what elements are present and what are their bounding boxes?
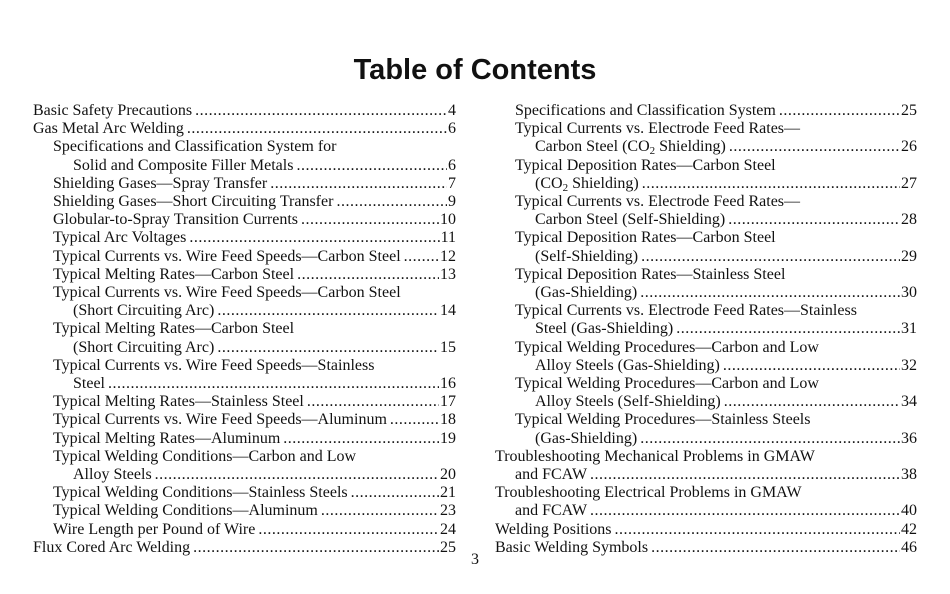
toc-entry-title: Specifications and Classification System xyxy=(515,102,776,119)
dot-leader xyxy=(270,175,447,193)
toc-page-number: 6 xyxy=(448,156,456,174)
toc-page-number: 15 xyxy=(440,338,456,356)
toc-entry-title: Alloy Steels (Gas-Shielding) xyxy=(535,356,720,374)
toc-entry[interactable] xyxy=(33,320,456,338)
toc-entry-title: Solid and Composite Filler Metals xyxy=(73,156,294,174)
toc-entry[interactable] xyxy=(33,502,456,520)
dot-leader xyxy=(642,175,900,193)
toc-entry[interactable] xyxy=(33,357,456,375)
toc-entry[interactable] xyxy=(33,102,456,120)
toc-entry-title: Typical Melting Rates—Carbon Steel xyxy=(53,320,295,338)
dot-leader xyxy=(640,430,900,448)
dot-leader xyxy=(195,102,447,120)
toc-page-number: 42 xyxy=(901,520,917,538)
toc-entry-title: Typical Welding Procedures—Carbon and Low xyxy=(515,375,819,393)
toc-entry-title: Alloy Steels xyxy=(73,466,152,484)
toc-page-number: 23 xyxy=(440,502,456,520)
toc-entry-title: Alloy Steels (Self-Shielding) xyxy=(535,393,721,411)
toc-entry[interactable] xyxy=(33,120,456,138)
toc-page-number: 40 xyxy=(901,502,917,520)
dot-leader xyxy=(155,466,439,484)
toc-page-number: 11 xyxy=(440,229,456,247)
toc-page-number: 6 xyxy=(448,120,456,138)
toc-entry[interactable] xyxy=(495,430,917,448)
dot-leader xyxy=(615,521,901,539)
toc-entry-title: Troubleshooting Mechanical Problems in GMAW xyxy=(495,447,815,465)
toc-entry-title: Typical Welding Procedures—Carbon and Low xyxy=(515,338,819,356)
dot-leader xyxy=(258,521,439,539)
toc-entry-title xyxy=(535,138,726,156)
dot-leader xyxy=(723,357,900,375)
toc-entry-title: (Short Circuiting Arc) xyxy=(73,338,215,356)
toc-entry[interactable] xyxy=(33,411,456,429)
dot-leader xyxy=(590,466,900,484)
dot-leader xyxy=(307,393,439,411)
toc-entry-title: Steel xyxy=(73,375,105,393)
toc-entry-title: (Short Circuiting Arc) xyxy=(73,302,215,320)
toc-entry-title: Typical Currents vs. Wire Feed Speeds—Carbon Steel xyxy=(53,247,401,265)
toc-entry[interactable] xyxy=(33,448,456,466)
toc-entry-title: Typical Welding Procedures—Stainless Steels xyxy=(515,411,811,429)
toc-entry-title: and FCAW xyxy=(515,502,588,520)
toc-entry-title: Typical Welding Conditions—Carbon and Low xyxy=(53,447,357,465)
toc-entry-title: Basic Welding Symbols xyxy=(495,538,649,556)
toc-page-number: 25 xyxy=(901,102,917,119)
toc-left-column xyxy=(33,102,456,557)
toc-entry-title: Typical Currents vs. Wire Feed Speeds—Stainless xyxy=(53,356,375,374)
toc-entry[interactable] xyxy=(495,448,917,466)
toc-entry[interactable] xyxy=(33,521,456,539)
toc-page-number: 46 xyxy=(901,538,917,556)
dot-leader xyxy=(728,211,900,229)
toc-entry[interactable] xyxy=(33,157,456,175)
dot-leader xyxy=(779,102,900,120)
toc-page-number: 17 xyxy=(440,393,456,411)
dot-leader xyxy=(187,120,447,138)
toc-entry-title: Typical Welding Conditions—Stainless Steels xyxy=(53,484,348,502)
dot-leader xyxy=(296,157,447,175)
dot-leader xyxy=(108,375,439,393)
toc-entry-title: (Gas-Shielding) xyxy=(535,429,638,447)
toc-entry-title: Typical Currents vs. Electrode Feed Rates— xyxy=(515,120,801,138)
page-number: 3 xyxy=(471,551,479,568)
toc-page-number: 24 xyxy=(440,520,456,538)
toc-entry[interactable] xyxy=(33,266,456,284)
toc-page-number: 38 xyxy=(901,466,917,484)
dot-leader xyxy=(640,284,900,302)
toc-entry[interactable] xyxy=(495,284,917,302)
toc-page-number: 14 xyxy=(440,302,456,320)
dot-leader xyxy=(729,138,900,156)
toc-entry-title: Steel (Gas-Shielding) xyxy=(535,320,674,338)
toc-entry-title: Typical Arc Voltages xyxy=(53,229,187,247)
toc-entry[interactable] xyxy=(33,175,456,193)
toc-entry-title: Typical Melting Rates—Stainless Steel xyxy=(53,393,304,411)
toc-entry[interactable] xyxy=(495,138,917,156)
toc-entry[interactable] xyxy=(495,193,917,211)
toc-entry[interactable] xyxy=(495,175,917,193)
dot-leader xyxy=(390,411,439,429)
toc-entry[interactable] xyxy=(33,193,456,211)
toc-entry-title xyxy=(535,175,639,193)
toc-entry[interactable] xyxy=(495,102,917,120)
toc-entry[interactable] xyxy=(33,248,456,266)
toc-entry[interactable] xyxy=(495,502,917,520)
toc-entry[interactable] xyxy=(495,266,917,284)
toc-page-number: 34 xyxy=(901,393,917,411)
subscript: 2 xyxy=(649,145,656,158)
toc-entry[interactable] xyxy=(495,120,917,138)
toc-entry[interactable] xyxy=(495,211,917,229)
toc-entry[interactable] xyxy=(33,211,456,229)
dot-leader xyxy=(283,430,439,448)
toc-page-number: 31 xyxy=(901,320,917,338)
toc-entry[interactable] xyxy=(495,521,917,539)
toc-entry-title-part: Carbon Steel (CO xyxy=(535,138,650,156)
dot-leader xyxy=(321,502,439,520)
dot-leader xyxy=(336,193,447,211)
toc-page-number: 12 xyxy=(440,247,456,265)
toc-page-number: 19 xyxy=(440,429,456,447)
toc-entry-title: Welding Positions xyxy=(495,520,612,538)
toc-entry[interactable] xyxy=(495,229,917,247)
toc-page-number: 18 xyxy=(440,411,456,429)
toc-entry-title: Typical Welding Conditions—Aluminum xyxy=(53,502,318,520)
toc-entry-title: Typical Currents vs. Wire Feed Speeds—Aluminum xyxy=(53,411,387,429)
toc-entry-title: and FCAW xyxy=(515,466,588,484)
toc-entry-title: Typical Currents vs. Electrode Feed Rates—Stainless xyxy=(515,302,857,320)
toc-page-number: 29 xyxy=(901,247,917,265)
toc-entry[interactable] xyxy=(495,357,917,375)
toc-page-number: 30 xyxy=(901,284,917,302)
toc-entry[interactable] xyxy=(33,229,456,247)
toc-entry-title: Gas Metal Arc Welding xyxy=(33,120,184,138)
toc-entry-title: Flux Cored Arc Welding xyxy=(33,538,191,556)
toc-entry-title: Wire Length per Pound of Wire xyxy=(53,520,256,538)
toc-entry-title: Typical Deposition Rates—Carbon Steel xyxy=(515,229,776,247)
toc-entry-title: (Self-Shielding) xyxy=(535,247,639,265)
dot-leader xyxy=(676,320,900,338)
toc-entry-title: Typical Deposition Rates—Stainless Steel xyxy=(515,265,786,283)
toc-page-number: 26 xyxy=(901,138,917,156)
toc-entry-title: Specifications and Classification System for xyxy=(53,138,337,156)
toc-entry[interactable] xyxy=(33,302,456,320)
toc-entry[interactable] xyxy=(495,466,917,484)
toc-entry[interactable] xyxy=(33,284,456,302)
toc-page-number: 9 xyxy=(448,193,456,211)
toc-entry[interactable] xyxy=(495,411,917,429)
page-title: Table of Contents xyxy=(353,54,597,86)
toc-entry[interactable] xyxy=(495,339,917,357)
toc-page-number: 28 xyxy=(901,211,917,229)
toc-entry[interactable] xyxy=(33,466,456,484)
toc-entry-title: Basic Safety Precautions xyxy=(33,102,193,119)
subscript: 2 xyxy=(562,181,569,194)
toc-entry-title: Typical Deposition Rates—Carbon Steel xyxy=(515,156,776,174)
toc-entry-title: Shielding Gases—Spray Transfer xyxy=(53,174,268,192)
toc-entry-title: Typical Melting Rates—Carbon Steel xyxy=(53,265,295,283)
dot-leader xyxy=(301,211,439,229)
toc-entry[interactable] xyxy=(495,484,917,502)
dot-leader xyxy=(590,502,900,520)
toc-entry-title-part: Shielding) xyxy=(655,138,726,156)
toc-entry[interactable] xyxy=(495,248,917,266)
toc-page-number: 4 xyxy=(448,102,456,119)
toc-page-number: 32 xyxy=(901,356,917,374)
toc-entry-title: Typical Melting Rates—Aluminum xyxy=(53,429,281,447)
dot-leader xyxy=(351,484,439,502)
toc-entry[interactable] xyxy=(33,430,456,448)
toc-page-number: 27 xyxy=(901,174,917,192)
toc-page-number: 25 xyxy=(440,538,456,556)
toc-page-number: 21 xyxy=(440,484,456,502)
toc-entry[interactable] xyxy=(495,375,917,393)
toc-page-number: 16 xyxy=(440,375,456,393)
dot-leader xyxy=(297,266,439,284)
dot-leader xyxy=(404,248,439,266)
toc-entry[interactable] xyxy=(495,302,917,320)
toc-page-number: 20 xyxy=(440,466,456,484)
toc-entry-title: Globular-to-Spray Transition Currents xyxy=(53,211,298,229)
toc-entry-title: Typical Currents vs. Electrode Feed Rates— xyxy=(515,193,801,211)
toc-entry[interactable] xyxy=(495,393,917,411)
toc-entry[interactable] xyxy=(495,157,917,175)
dot-leader xyxy=(641,248,900,266)
dot-leader xyxy=(217,302,439,320)
toc-page-number: 13 xyxy=(440,265,456,283)
toc-entry-title-part: (CO xyxy=(535,174,563,192)
toc-entry[interactable] xyxy=(33,138,456,156)
toc-entry[interactable] xyxy=(495,320,917,338)
toc-entry-title: (Gas-Shielding) xyxy=(535,284,638,302)
toc-entry-title: Carbon Steel (Self-Shielding) xyxy=(535,211,726,229)
dot-leader xyxy=(217,339,439,357)
toc-entry-title: Shielding Gases—Short Circuiting Transfer xyxy=(53,193,334,211)
dot-leader xyxy=(189,229,439,247)
toc-entry-title: Troubleshooting Electrical Problems in GMAW xyxy=(495,484,802,502)
dot-leader xyxy=(724,393,900,411)
toc-entry[interactable] xyxy=(33,339,456,357)
toc-entry-title: Typical Currents vs. Wire Feed Speeds—Carbon Steel xyxy=(53,284,401,302)
toc-entry-title-part: Shielding) xyxy=(568,174,639,192)
toc-entry[interactable] xyxy=(33,484,456,502)
toc-entry[interactable] xyxy=(33,375,456,393)
toc-page-number: 36 xyxy=(901,429,917,447)
toc-right-column xyxy=(495,102,917,557)
toc-entry[interactable] xyxy=(33,393,456,411)
toc-page-number: 7 xyxy=(448,174,456,192)
toc-page-number: 10 xyxy=(440,211,456,229)
